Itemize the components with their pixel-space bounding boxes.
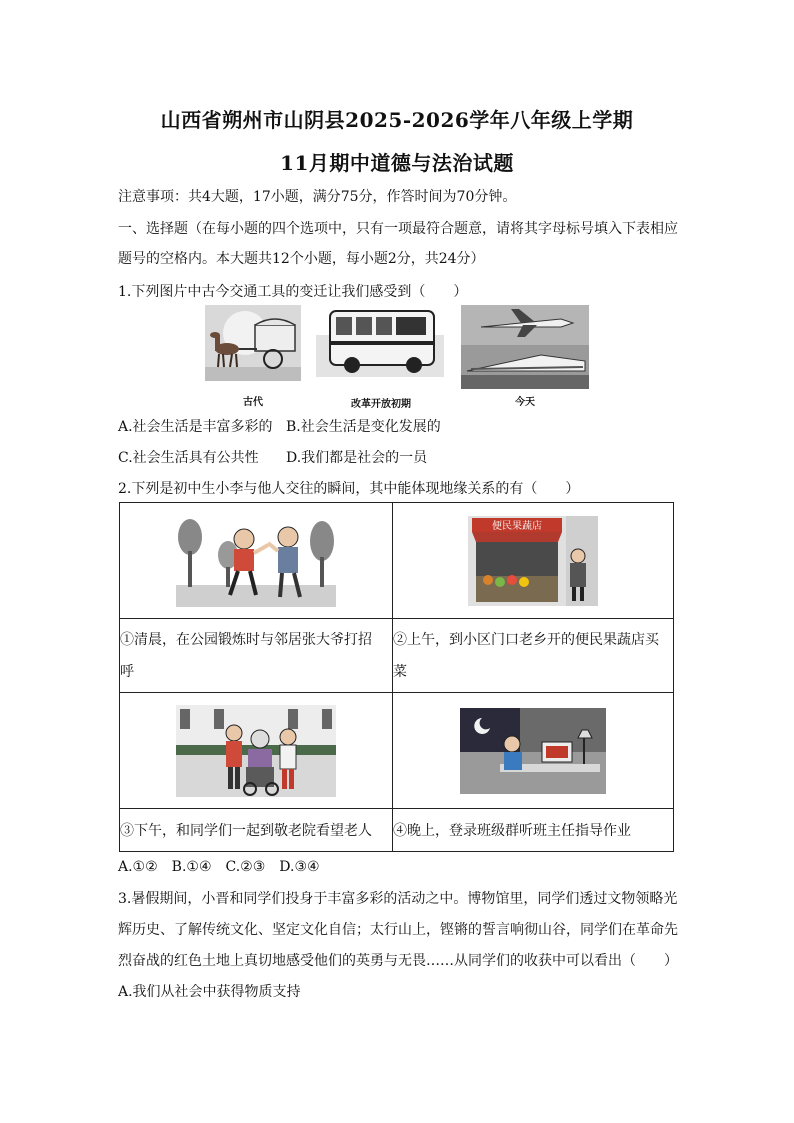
q1-stem: 1.下列图片中古今交通工具的变迁让我们感受到（ ） (118, 284, 468, 300)
section1-instructions-line2: 题号的空格内。本大题共12个小题，每小题2分，共24分） (118, 251, 485, 267)
nursing-home-visit-image (176, 705, 336, 797)
online-study-image (460, 708, 606, 794)
q2-cell-text-1 (120, 619, 393, 693)
q2-cell-text-3 (120, 809, 393, 852)
q2-cell4-text: ④晚上，登录班级群听班主任指导作业 (393, 823, 631, 839)
exam-title-line2: 11月期中道德与法治试题 (280, 151, 514, 175)
section1-instructions-line1: 一、选择题（在每小题的四个选项中，只有一项最符合题意，请将其字母标号填入下表相应 (118, 221, 678, 237)
q2-cell2-line2: 菜 (393, 663, 407, 680)
q2-cell-text-4 (393, 809, 674, 852)
q1-caption-reform: 改革开放初期 (351, 399, 411, 410)
q2-table (119, 502, 674, 852)
q1-option-a: A.社会生活是丰富多彩的 (118, 419, 273, 435)
q2-cell-picture-3 (120, 693, 393, 809)
q2-cell1-line1: ①清晨，在公园锻炼时与邻居张大爷打招 (120, 631, 372, 648)
q2-cell-text-2 (393, 619, 674, 693)
shop-sign-text: 便民果蔬店 (492, 520, 542, 532)
q2-options: A.①② B.①④ C.②③ D.③④ (118, 859, 320, 875)
fruit-shop-image (468, 516, 598, 606)
q3-stem-line2: 辉历史、了解传统文化、坚定文化自信；太行山上，铿锵的誓言响彻山谷，同学们在革命先 (118, 922, 678, 938)
q2-stem: 2.下列是初中生小李与他人交往的瞬间，其中能体现地缘关系的有（ ） (118, 481, 580, 497)
q1-option-d: D.我们都是社会的一员 (286, 450, 428, 466)
q2-cell-picture-1 (120, 503, 393, 619)
q1-caption-today: 今天 (515, 397, 535, 408)
q2-cell-picture-2 (393, 503, 674, 619)
q2-cell3-text: ③下午，和同学们一起到敬老院看望老人 (120, 823, 372, 839)
old-bus-image (316, 305, 444, 377)
q2-cell-picture-4 (393, 693, 674, 809)
q1-caption-ancient: 古代 (243, 397, 263, 408)
q3-stem-line1: 3.暑假期间，小晋和同学们投身于丰富多彩的活动之中。博物馆里，同学们透过文物领略光 (118, 891, 678, 907)
exam-title-line1: 山西省朔州市山阴县2025-2026学年八年级上学期 (160, 108, 634, 132)
q1-option-b: B.社会生活是变化发展的 (286, 419, 441, 435)
q1-figure (205, 305, 595, 410)
park-greeting-image (176, 515, 336, 607)
ancient-carriage-image (205, 305, 301, 381)
plane-train-image (461, 305, 589, 389)
q2-cell2-line1: ②上午，到小区门口老乡开的便民果蔬店买 (393, 631, 659, 648)
q3-stem-line3: 烈奋战的红色土地上真切地感受他们的英勇与无畏……从同学们的收获中可以看出（ ） (118, 953, 678, 969)
q3-option-a: A.我们从社会中获得物质支持 (118, 984, 301, 1000)
q1-option-c: C.社会生活具有公共性 (118, 450, 259, 466)
q2-cell1-line2: 呼 (120, 663, 134, 680)
exam-notes: 注意事项：共4大题，17小题，满分75分，作答时间为70分钟。 (118, 189, 517, 205)
